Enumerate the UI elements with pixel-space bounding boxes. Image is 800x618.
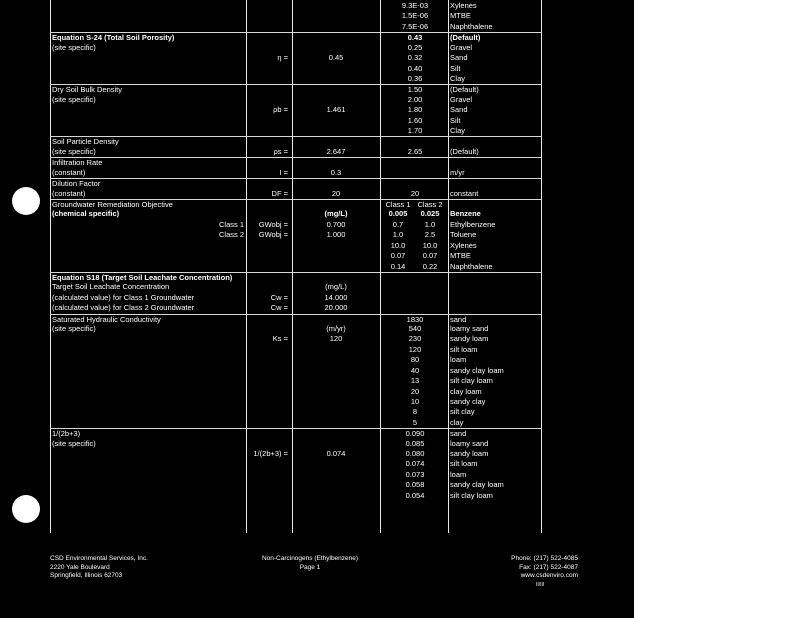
table-row (50, 189, 542, 199)
label-cell: (site specific) (52, 94, 96, 104)
table-row (50, 439, 542, 449)
class2-cell: 1.0 (424, 219, 436, 229)
table-row (50, 459, 542, 469)
label-cell: Dry Soil Bulk Density (52, 85, 123, 95)
symbol-cell: ρs = (273, 146, 288, 156)
description-cell: Silt (450, 115, 461, 125)
description-cell: constant (450, 188, 479, 198)
value-cell: 20 (331, 188, 341, 198)
description-cell: (Default) (450, 146, 479, 156)
table-row (50, 220, 542, 230)
reference-cell: 0.090 (405, 429, 425, 439)
description-cell: Sand (450, 105, 468, 115)
value-cell: (mg/L) (325, 282, 347, 292)
reference-cell: 8 (412, 407, 418, 417)
table-row (50, 355, 542, 365)
reference-cell: 1.70 (407, 126, 423, 136)
symbol-cell: DF = (271, 188, 288, 198)
reference-cell: 2.65 (407, 146, 423, 156)
table-row (50, 241, 542, 251)
calculation-table (50, 0, 542, 533)
table-row (50, 168, 542, 178)
label-cell: (chemical specific) (52, 209, 120, 219)
value-cell: (mg/L) (324, 209, 348, 219)
reference-cell: 40 (410, 365, 420, 375)
description-cell: (Default) (450, 33, 481, 43)
class2-cell: 0.22 (422, 261, 438, 271)
description-cell: silt clay loam (450, 490, 493, 500)
class1-cell: 0.7 (392, 219, 404, 229)
description-cell: Gravel (450, 42, 473, 52)
table-row (50, 1, 542, 11)
table-row (50, 262, 542, 272)
description-cell: Gravel (450, 94, 473, 104)
class1-cell: 0.14 (390, 261, 406, 271)
label-cell: Equation S18 (Target Soil Leachate Concentration) (52, 272, 233, 282)
description-cell: sandy loam (450, 334, 489, 344)
description-cell: Ethylbenzene (450, 219, 496, 229)
table-row (50, 282, 542, 292)
description-cell: Naphthalene (450, 21, 493, 31)
table-row (50, 397, 542, 407)
city-address: Springfield, Illinois 62703 (50, 572, 123, 579)
table-row (50, 334, 542, 344)
class2-cell: 2.5 (424, 230, 436, 240)
description-cell: Sand (450, 53, 468, 63)
symbol-cell: Cw = (270, 303, 288, 313)
symbol-cell: 1/(2b+3) = (253, 449, 288, 459)
value-cell: 0.45 (328, 53, 344, 63)
table-row (50, 74, 542, 84)
description-cell: loam (450, 469, 467, 479)
table-row (50, 84, 542, 95)
description-cell: Toluene (450, 230, 477, 240)
label-cell: Groundwater Remediation Objective (52, 199, 173, 209)
table-row (50, 449, 542, 459)
reference-cell: 0.40 (407, 63, 423, 73)
value-cell: 1.461 (326, 105, 346, 115)
reference-cell: 0.36 (407, 73, 423, 83)
value-cell: (m/yr) (326, 324, 346, 334)
class-label-cell: Class 2 (218, 230, 244, 240)
table-row (50, 126, 542, 136)
page-label: Page 1 (299, 563, 321, 571)
value-cell: 1.000 (326, 230, 346, 240)
class2-cell: 0.025 (420, 209, 440, 219)
page-number: II/III (536, 582, 545, 588)
table-row (50, 324, 542, 334)
value-cell: 0.3 (330, 167, 342, 177)
symbol-cell: Ks = (272, 334, 288, 344)
description-cell: sandy clay loam (450, 480, 504, 490)
class1-cell: 0.07 (390, 251, 406, 261)
description-cell: sand (450, 314, 467, 324)
table-row (50, 116, 542, 126)
description-cell: clay loam (450, 386, 482, 396)
reference-cell: 2.00 (407, 94, 423, 104)
table-row (50, 53, 542, 63)
table-row (50, 178, 542, 189)
reference-cell: 0.073 (405, 469, 425, 479)
class-label-cell: Class 1 (218, 219, 244, 229)
label-cell: (calculated value) for Class 1 Groundwater (52, 292, 195, 302)
label-cell: Equation S-24 (Total Soil Porosity) (52, 33, 175, 43)
description-cell: (Default) (450, 85, 479, 95)
table-row (50, 209, 542, 219)
reference-cell: 20 (410, 188, 420, 198)
table-row (50, 470, 542, 480)
symbol-cell: Cw = (270, 292, 288, 302)
description-cell: sandy clay (450, 396, 486, 406)
street-address: 2220 Yale Boulevard (50, 563, 110, 571)
description-cell: sandy loam (450, 449, 489, 459)
reference-cell: 9.3E-03 (401, 1, 429, 10)
symbol-cell: GWobj = (258, 219, 288, 229)
value-cell: 20.000 (324, 303, 348, 313)
description-cell: MTBE (450, 11, 471, 21)
description-cell: Benzene (450, 209, 481, 219)
reference-cell: 120 (408, 344, 422, 354)
description-cell: silt loam (450, 344, 478, 354)
reference-cell: 20 (410, 386, 420, 396)
reference-cell: 0.25 (407, 42, 423, 52)
table-row (50, 11, 542, 21)
class1-cell: 1.0 (392, 230, 404, 240)
reference-cell: 0.080 (405, 449, 425, 459)
description-cell: sandy clay loam (450, 365, 504, 375)
reference-cell: 540 (408, 324, 422, 334)
class1-cell: 0.005 (388, 209, 408, 219)
description-cell: Xylenes (450, 1, 477, 10)
class2-cell: 10.0 (422, 240, 438, 250)
description-cell: silt clay (450, 407, 475, 417)
description-cell: loamy sand (450, 324, 489, 334)
punch-hole (12, 495, 40, 523)
table-row (50, 293, 542, 303)
label-cell: (constant) (52, 188, 86, 198)
table-row (50, 387, 542, 397)
table-row (50, 157, 542, 168)
table-row (50, 32, 542, 43)
description-cell: Naphthalene (450, 261, 493, 271)
reference-cell: 7.5E-06 (401, 21, 429, 31)
class1-cell: 10.0 (390, 240, 406, 250)
symbol-cell: GWobj = (258, 230, 288, 240)
description-cell: silt loam (450, 459, 478, 469)
reference-cell: 0.43 (407, 33, 423, 43)
phone-number: Phone: (217) 522-4085 (511, 555, 578, 562)
value-cell: 2.647 (326, 146, 346, 156)
table-row (50, 491, 542, 501)
table-row (50, 230, 542, 240)
class2-cell: 0.07 (422, 251, 438, 261)
description-cell: loam (450, 355, 467, 365)
label-cell: Saturated Hydraulic Conductivity (52, 314, 161, 324)
table-row (50, 199, 542, 210)
website: www.csdenviro.com (520, 572, 578, 579)
reference-cell: 230 (408, 334, 422, 344)
description-cell: m/yr (450, 167, 465, 177)
reference-cell: 0.085 (405, 438, 425, 448)
description-cell: silt clay loam (450, 376, 493, 386)
label-cell: (site specific) (52, 438, 96, 448)
table-row (50, 314, 542, 325)
symbol-cell: ρb = (273, 105, 288, 115)
label-cell: Dilution Factor (52, 179, 101, 189)
class2-cell: Class 2 (417, 199, 443, 209)
sheet-title: Non-Carcinogens (Ethylbenzene) (261, 555, 359, 562)
punch-hole (12, 187, 40, 215)
reference-cell: 5 (412, 417, 418, 427)
table-row (50, 366, 542, 376)
description-cell: Xylenes (450, 240, 477, 250)
table-row (50, 95, 542, 105)
label-cell: (calculated value) for Class 2 Groundwater (52, 303, 195, 313)
reference-cell: 1.60 (407, 115, 423, 125)
reference-cell: 0.058 (405, 480, 425, 490)
table-row (50, 22, 542, 32)
reference-cell: 1.80 (407, 105, 423, 115)
label-cell: 1/(2b+3) (52, 429, 81, 439)
reference-cell: 80 (410, 355, 420, 365)
class1-cell: Class 1 (385, 199, 411, 209)
table-row (50, 418, 542, 428)
company-address (50, 555, 220, 581)
reference-cell: 1830 (406, 314, 424, 324)
description-cell: Silt (450, 63, 461, 73)
description-cell: loamy sand (450, 438, 489, 448)
table-row (50, 64, 542, 74)
table-row (50, 303, 542, 313)
value-cell: 120 (329, 334, 343, 344)
fax-number: Fax: (217) 522-4087 (519, 563, 578, 571)
description-cell: Clay (450, 73, 466, 83)
page-caption (240, 555, 380, 572)
table-row (50, 480, 542, 490)
label-cell: (site specific) (52, 146, 96, 156)
reference-cell: 0.32 (407, 53, 423, 63)
label-cell: Soil Particle Density (52, 137, 119, 147)
description-cell: Clay (450, 126, 466, 136)
reference-cell: 10 (410, 396, 420, 406)
value-cell: 0.074 (326, 449, 346, 459)
symbol-cell: η = (277, 53, 288, 63)
label-cell: Infiltration Rate (52, 158, 103, 168)
description-cell: sand (450, 429, 467, 439)
company-name: CSD Environmental Services, Inc. (50, 555, 148, 562)
reference-cell: 1.5E-06 (401, 11, 429, 21)
reference-cell: 0.054 (405, 490, 425, 500)
reference-cell: 13 (410, 376, 420, 386)
value-cell: 0.700 (326, 219, 346, 229)
table-row (50, 43, 542, 53)
table-row (50, 251, 542, 261)
table-row (50, 105, 542, 115)
table-row (50, 376, 542, 386)
label-cell: (constant) (52, 167, 86, 177)
reference-cell: 1.50 (407, 85, 423, 95)
table-row (50, 345, 542, 355)
table-row (50, 136, 542, 147)
table-row (50, 407, 542, 417)
label-cell: (site specific) (52, 42, 96, 52)
label-cell: Target Soil Leachate Concentration (52, 282, 170, 292)
table-row (50, 428, 542, 439)
description-cell: MTBE (450, 251, 471, 261)
reference-cell: 0.074 (405, 459, 425, 469)
table-row (50, 272, 542, 283)
symbol-cell: I = (279, 167, 288, 177)
table-row (50, 147, 542, 157)
contact-info (430, 555, 578, 581)
value-cell: 14.000 (324, 292, 348, 302)
description-cell: clay (450, 417, 464, 427)
label-cell: (site specific) (52, 324, 96, 334)
